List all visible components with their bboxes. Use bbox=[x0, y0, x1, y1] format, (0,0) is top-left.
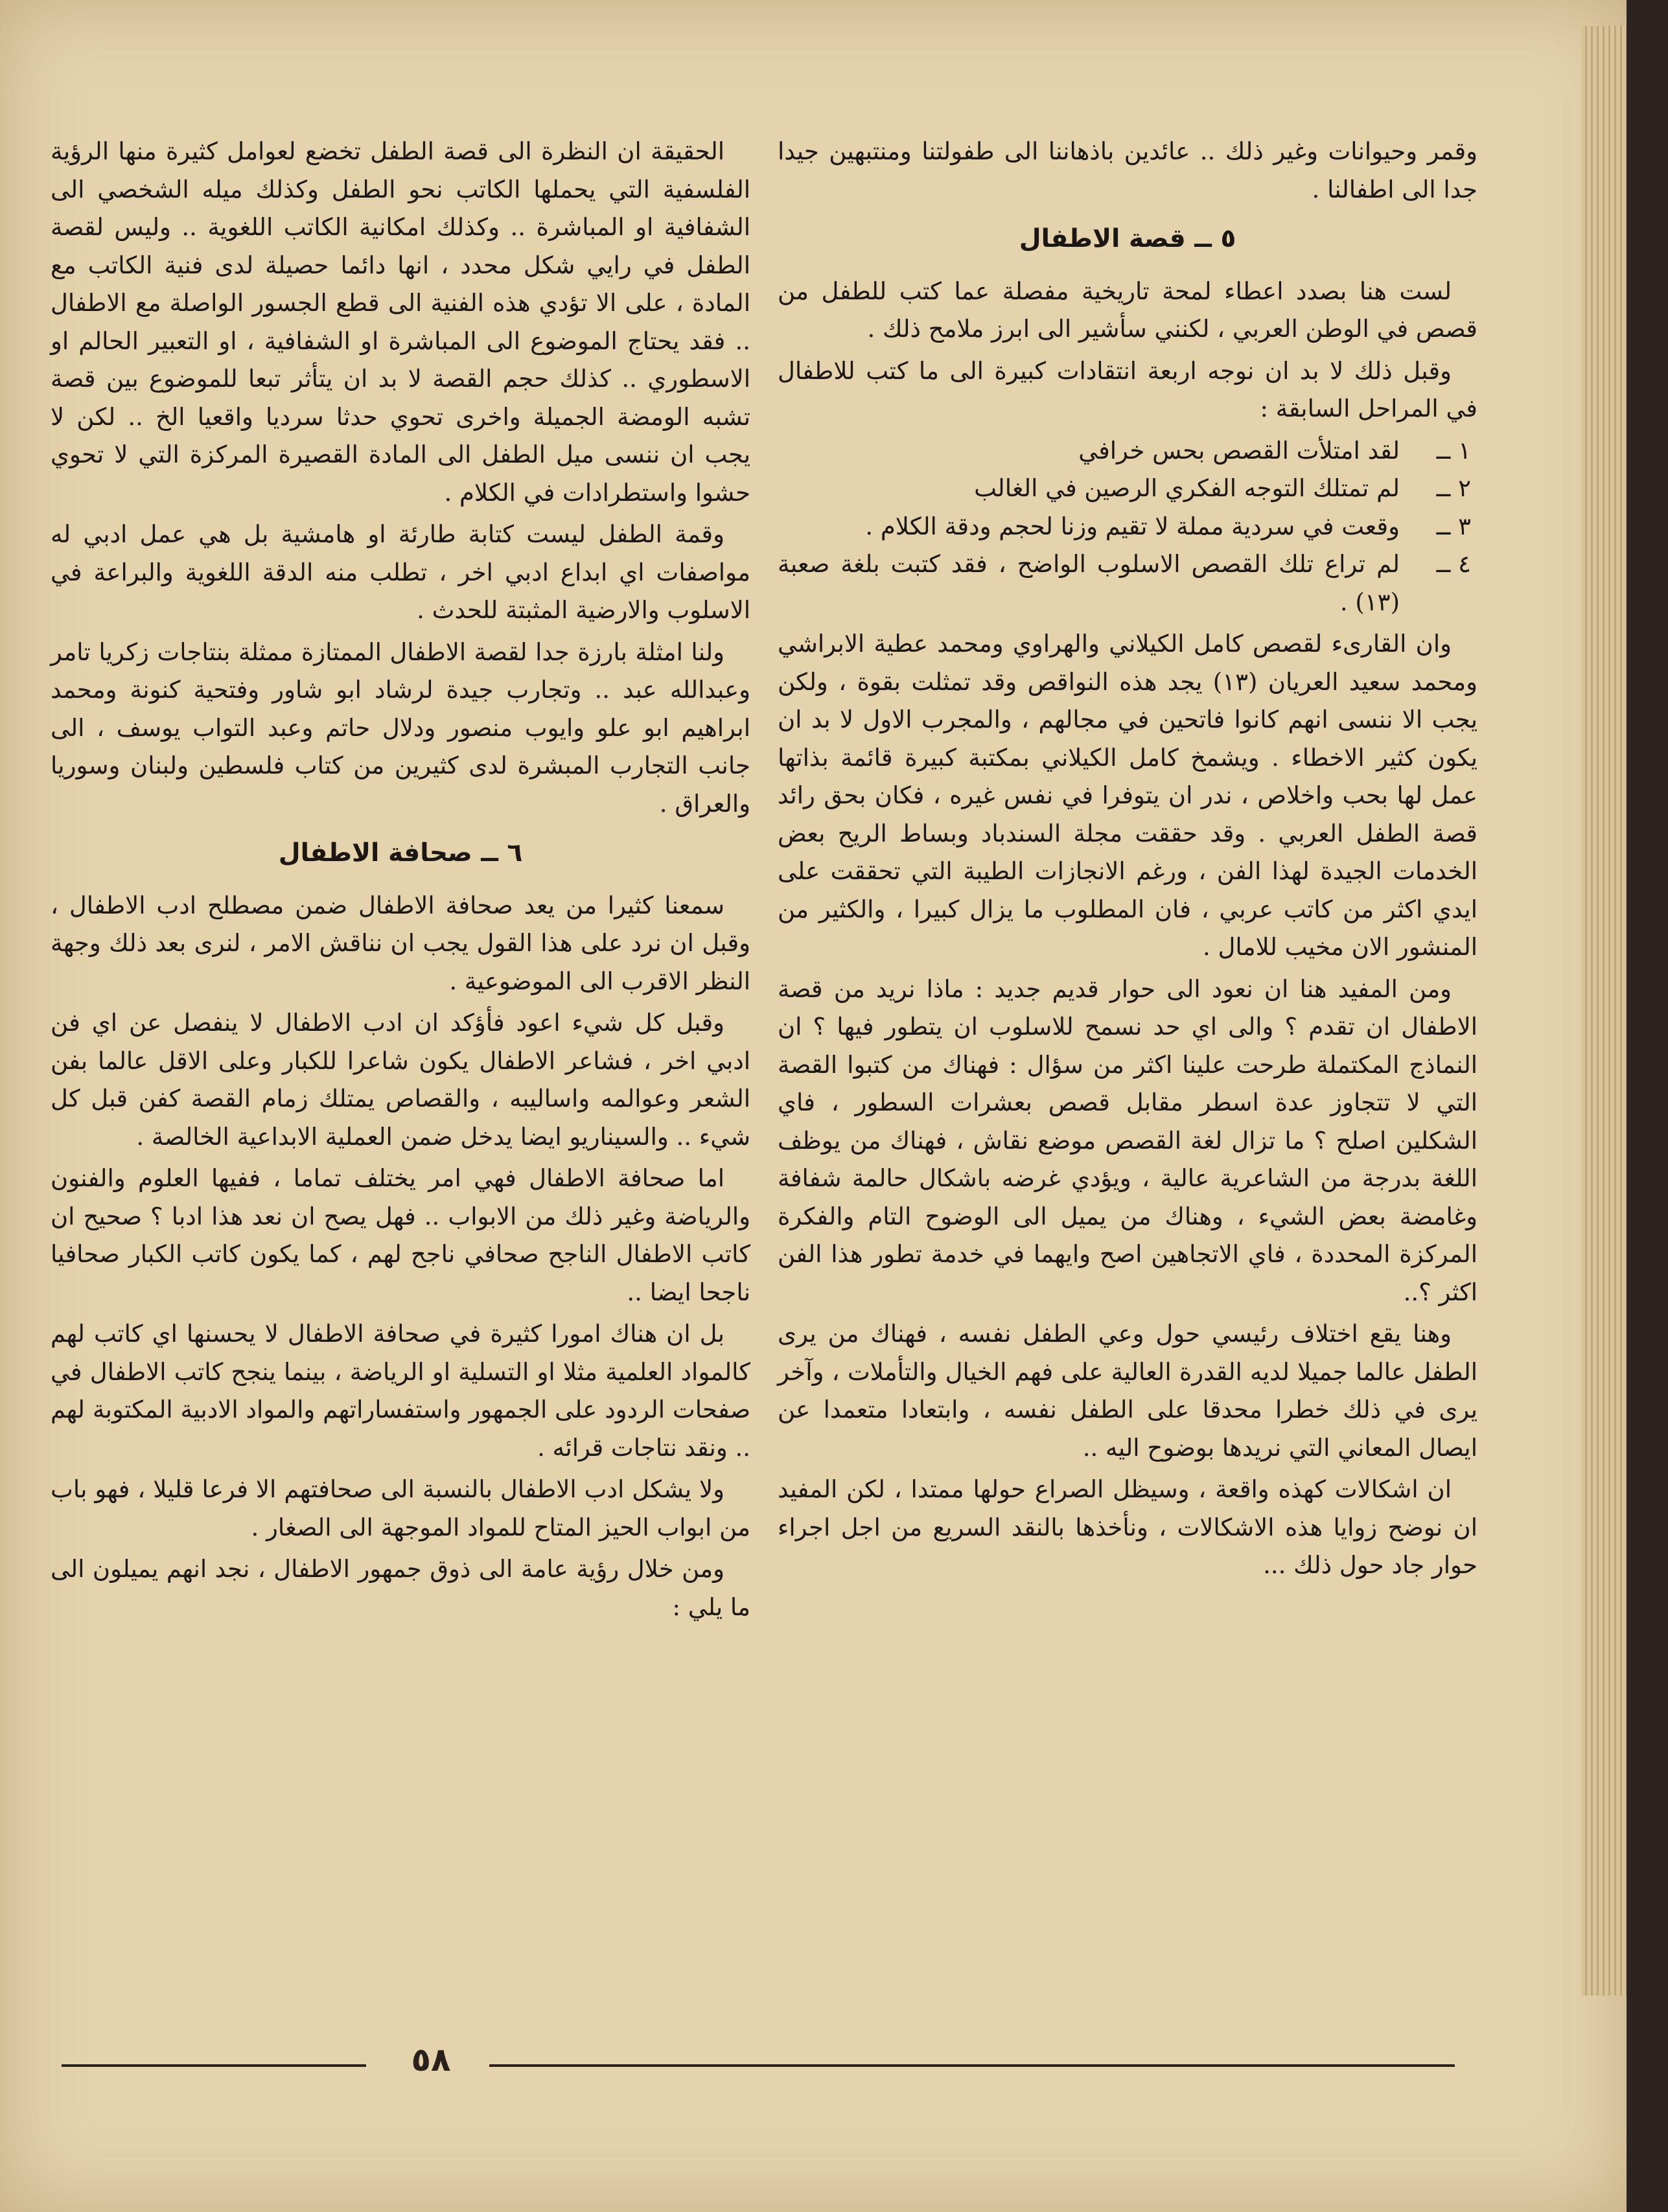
paragraph: ومن المفيد هنا ان نعود الى حوار قديم جديد : ماذا نريد من قصة الاطفال ان تقدم ؟ والى اي حد نسمح للاسلوب ان يتطور فيها ؟ ان النماذج المكتملة طرحت علينا اكثر من سؤال : فهناك من كتبوا القصة التي لا تتجاوز عدة اسطر مقابل قصص بعشرات السطور ، فاي الشكلين اصلح ؟ ما تزال لغة القصص موضع نقاش ، فهناك من يوظف اللغة بدرجة من الشاعرية عالية ، ويؤدي غرضه باشكال حالمة شفافة وغامضة بعض الشيء ، وهناك من يميل الى الوضوح التام والفكرة المركزة المحددة ، فاي الاتجاهين اصح وايهما في خدمة تطور هذا الفن اكثر ؟.. bbox=[778, 974, 1477, 1306]
page-stack-edge bbox=[1581, 26, 1627, 1996]
right-column bbox=[778, 133, 1477, 1589]
intro-paragraph: وقمر وحيوانات وغير ذلك .. عائدين باذهاننا الى طفولتنا ومنتبهين جيدا جدا الى اطفالنا . bbox=[778, 137, 1477, 203]
list-item bbox=[778, 432, 1477, 470]
list-item-text: لقد امتلأت القصص بحس خرافي bbox=[1078, 436, 1400, 465]
paragraph: وان القارىء لقصص كامل الكيلاني والهراوي ومحمد عطية الابراشي ومحمد سعيد العريان (١٣) يجد هذه النواقص وقد تمثلت بقوة ، ولكن يجب الا ننسى انهم كانوا فاتحين في مجالهم ، والمجرب الاول لا بد ان يكون كثير الاخطاء . ويشمخ كامل الكيلاني بمكتبة كبيرة قائمة بذاتها عمل لها بحب واخلاص ، ندر ان يتوفرا في نفس غيره ، فكان بحق رائد قصة الطفل العربي . وقد حققت مجلة السندباد وبساط الريح بعض الخدمات الجيدة لهذا الفن ، ورغم الانجازات الطيبة التي تحققت على ايدي اكثر من كاتب عربي ، فان المطلوب ما يزال كبيرا ، والكثير من المنشور الان مخيب للامال . bbox=[778, 630, 1477, 961]
list-item bbox=[778, 508, 1477, 546]
paragraph: ان اشكالات كهذه واقعة ، وسيظل الصراع حولها ممتدا ، لكن المفيد ان نوضح زوايا هذه الاشكالات ، ونأخذها بالنقد السريع من اجل اجراء حوار جاد حول ذلك ... bbox=[778, 1475, 1477, 1579]
footer-rule-left bbox=[62, 2064, 366, 2067]
list-item-text: وقعت في سردية مملة لا تقيم وزنا لحجم ودقة الكلام . bbox=[865, 512, 1400, 540]
paragraph: ولا يشكل ادب الاطفال بالنسبة الى صحافتهم الا فرعا قليلا ، فهو باب من ابواب الحيز المتاح للمواد الموجهة الى الصغار . bbox=[51, 1475, 750, 1541]
list-item bbox=[778, 546, 1477, 621]
list-item bbox=[778, 470, 1477, 508]
section-heading-childrens-story: ٥ ــ قصة الاطفال bbox=[1019, 224, 1236, 253]
paragraph: لست هنا بصدد اعطاء لمحة تاريخية مفصلة عما كتب للطفل من قصص في الوطن العربي ، لكنني سأشير الى ابرز ملامح ذلك . bbox=[778, 277, 1477, 343]
page-footer bbox=[62, 2041, 1455, 2086]
page-number: ٥٨ bbox=[411, 2041, 451, 2079]
footer-rule-right bbox=[489, 2064, 1455, 2067]
list-item-text: لم تراع تلك القصص الاسلوب الواضح ، فقد كتبت بلغة صعبة (١٣) . bbox=[778, 550, 1400, 616]
left-column bbox=[51, 133, 750, 1630]
paragraph: وقبل كل شيء اعود فأؤكد ان ادب الاطفال لا ينفصل عن اي فن ادبي اخر ، فشاعر الاطفال يكون شاعرا للكبار وعلى الاقل عالما بفن الشعر وعوالمه واساليبه ، والقصاص يمتلك زمام القصة كفن قبل كل شيء .. والسيناريو ايضا يدخل ضمن العملية الابداعية الخالصة . bbox=[51, 1009, 750, 1151]
paragraph: بل ان هناك امورا كثيرة في صحافة الاطفال لا يحسنها اي كاتب لهم كالمواد العلمية مثلا او التسلية او الرياضة ، بينما ينجح كاتب الاطفال في صفحات الردود على الجمهور واستفساراتهم والمواد الادبية المكتوبة لهم .. ونقد نتاجات قرائه . bbox=[51, 1320, 750, 1462]
paragraph: ولنا امثلة بارزة جدا لقصة الاطفال الممتازة ممثلة بنتاجات زكريا تامر وعبدالله عبد .. وتجارب جيدة لرشاد ابو شاور وفتحية كنونة ومحمد ابراهيم ابو علو وايوب منصور ودلال حاتم وعبد التواب يوسف ، الى جانب التجارب المبشرة لدى كثيرين من كتاب فلسطين ولبنان وسوريا والعراق . bbox=[51, 638, 750, 818]
list-item-number: ٣ ــ bbox=[1436, 512, 1471, 540]
paragraph: اما صحافة الاطفال فهي امر يختلف تماما ، ففيها العلوم والفنون والرياضة وغير ذلك من الابواب .. فهل يصح ان نعد هذا ادبا ؟ صحيح ان كاتب الاطفال الناجح صحافي ناجح لهم ، كما يكون كاتب الكبار صحافيا ناجحا ايضا .. bbox=[51, 1164, 750, 1306]
list-item-number: ١ ــ bbox=[1436, 436, 1471, 465]
paragraph: ومن خلال رؤية عامة الى ذوق جمهور الاطفال ، نجد انهم يميلون الى ما يلي : bbox=[51, 1555, 750, 1621]
paragraph: وهنا يقع اختلاف رئيسي حول وعي الطفل نفسه ، فهناك من يرى الطفل عالما جميلا لديه القدرة العالية على فهم الخيال والتأملات ، وآخر يرى في ذلك خطرا محدقا على الطفل نفسه ، وابتعادا متعمدا عن ايصال المعاني التي نريدها بوضوح اليه .. bbox=[778, 1320, 1477, 1462]
paragraph: الحقيقة ان النظرة الى قصة الطفل تخضع لعوامل كثيرة منها الرؤية الفلسفية التي يحملها الكاتب نحو الطفل وكذلك ميله الشخصي الى الشفافية او المباشرة .. وكذلك امكانية الكاتب اللغوية .. وليس لقصة الطفل في رايي شكل محدد ، انها دائما حصيلة لدى فنية الكاتب مع المادة ، على الا تؤدي هذه الفنية الى قطع الجسور الواصلة مع الاطفال .. فقد يحتاج الموضوع الى المباشرة او الشفافية ، او التعبير الحالم او الاسطوري .. كذلك حجم القصة لا بد ان يتأثر تبعا للموضوع بين قصة تشبه الومضة الجميلة واخرى تحوي حدثا سرديا واقعيا الخ .. لكن لا يجب ان ننسى ميل الطفل الى المادة القصيرة المركزة التي لا تحوي حشوا واستطرادات في الكلام . bbox=[51, 137, 750, 507]
criticism-list bbox=[778, 432, 1477, 622]
paragraph: وقمة الطفل ليست كتابة طارئة او هامشية بل هي عمل ادبي له مواصفات اي ابداع ادبي اخر ، تطلب منه الدقة اللغوية والبراعة في الاسلوب والارضية المثبتة للحدث . bbox=[51, 520, 750, 624]
section-heading-childrens-press: ٦ ــ صحافة الاطفال bbox=[278, 838, 523, 868]
paragraph: وقبل ذلك لا بد ان نوجه اربعة انتقادات كبيرة الى ما كتب للاطفال في المراحل السابقة : bbox=[778, 356, 1477, 422]
list-item-number: ٢ ــ bbox=[1436, 474, 1471, 502]
paragraph: سمعنا كثيرا من يعد صحافة الاطفال ضمن مصطلح ادب الاطفال ، وقبل ان نرد على هذا القول يجب ان نناقش الامر ، لنرى بعد ذلك وجهة النظر الاقرب الى الموضوعية . bbox=[51, 891, 750, 995]
list-item-text: لم تمتلك التوجه الفكري الرصين في الغالب bbox=[974, 474, 1400, 502]
list-item-number: ٤ ــ bbox=[1436, 550, 1471, 578]
